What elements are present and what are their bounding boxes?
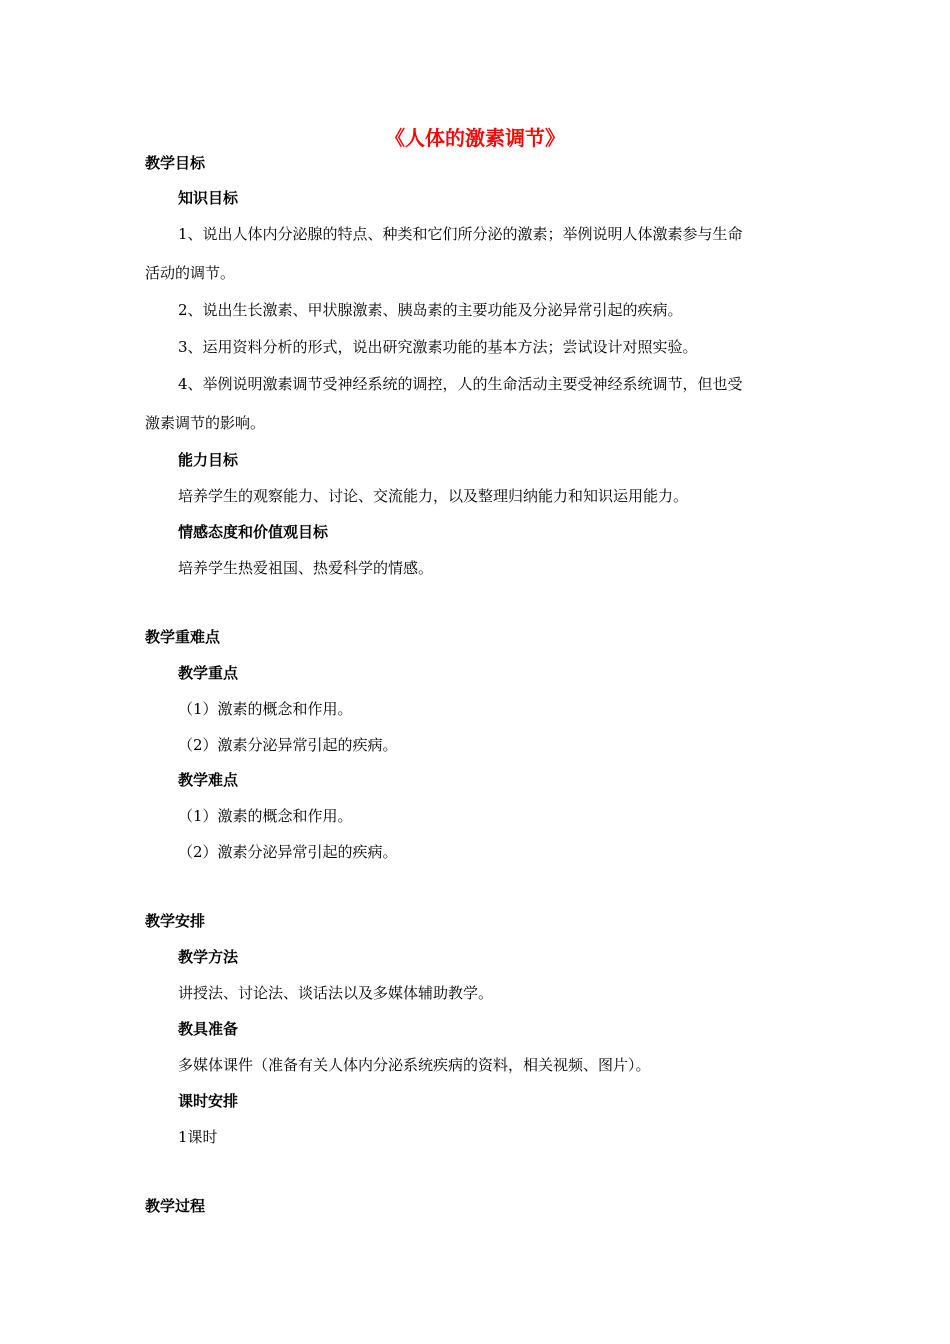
difficulty-item-1: （1）激素的概念和作用。 (178, 807, 353, 825)
section-heading-objectives: 教学目标 (145, 154, 206, 172)
knowledge-item-4-line-2: 激素调节的影响。 (145, 414, 266, 432)
subheading-method: 教学方法 (178, 948, 239, 966)
emotion-text: 培养学生热爱祖国、热爱科学的情感。 (178, 559, 434, 577)
subheading-ability: 能力目标 (178, 451, 239, 469)
subheading-knowledge: 知识目标 (178, 189, 239, 207)
focus-item-2: （2）激素分泌异常引起的疾病。 (178, 736, 398, 754)
subheading-difficulty: 教学难点 (178, 771, 239, 789)
knowledge-item-1-line-1: 1、说出人体内分泌腺的特点、种类和它们所分泌的激素；举例说明人体激素参与生命 (178, 225, 743, 243)
knowledge-item-2: 2、说出生长激素、甲状腺激素、胰岛素的主要功能及分泌异常引起的疾病。 (178, 301, 683, 319)
ability-text: 培养学生的观察能力、讨论、交流能力，以及整理归纳能力和知识运用能力。 (178, 487, 689, 505)
subheading-focus: 教学重点 (178, 664, 239, 682)
section-heading-process: 教学过程 (145, 1197, 206, 1215)
subheading-schedule: 课时安排 (178, 1092, 239, 1110)
knowledge-item-3: 3、运用资料分析的形式，说出研究激素功能的基本方法；尝试设计对照实验。 (178, 338, 698, 356)
document-title: 《人体的激素调节》 (385, 126, 565, 150)
method-text: 讲授法、讨论法、谈话法以及多媒体辅助教学。 (178, 984, 494, 1002)
focus-item-1: （1）激素的概念和作用。 (178, 700, 353, 718)
knowledge-item-1-line-2: 活动的调节。 (145, 264, 236, 282)
knowledge-item-4-line-1: 4、举例说明激素调节受神经系统的调控，人的生命活动主要受神经系统调节，但也受 (178, 375, 743, 393)
subheading-tools: 教具准备 (178, 1020, 239, 1038)
schedule-text: 1课时 (178, 1128, 218, 1146)
subheading-emotion: 情感态度和价值观目标 (178, 523, 329, 541)
tools-text: 多媒体课件（准备有关人体内分泌系统疾病的资料，相关视频、图片）。 (178, 1056, 651, 1074)
section-heading-arrangement: 教学安排 (145, 912, 206, 930)
section-heading-key-points: 教学重难点 (145, 628, 221, 646)
difficulty-item-2: （2）激素分泌异常引起的疾病。 (178, 843, 398, 861)
